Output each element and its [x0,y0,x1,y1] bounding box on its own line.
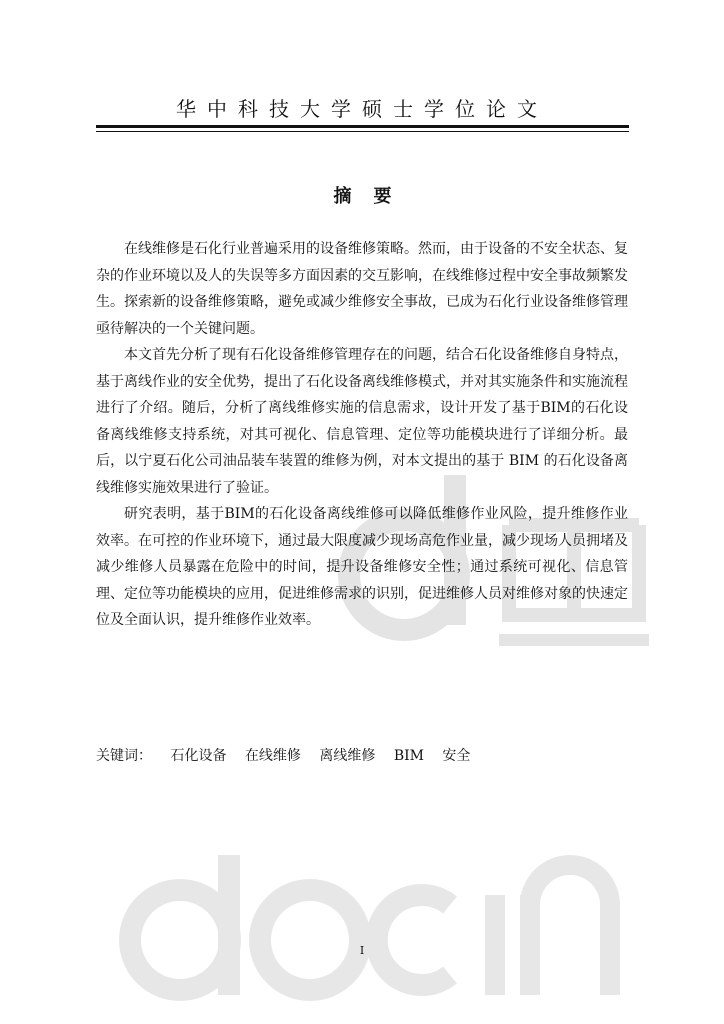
keywords-line [96,746,484,766]
abstract-paragraph: 在线维修是石化行业普遍采用的设备维修策略。然而，由于设备的不安全状态、复杂的作业环境以及人的失误等多方面因素的交互影响，在线维修过程中安全事故频繁发生。探索新的设备维修策略，避免或减少维修安全事故，已成为石化行业设备维修管理亟待解决的一个关键问题。 [96,241,628,337]
page-number: I [359,944,365,957]
header-rule-thick [96,125,629,128]
thesis-header-title: 华中科技大学硕士学位论文 [176,97,548,121]
watermark-logo-bottom [110,845,670,1015]
keyword-item: 安全 [442,748,471,764]
keyword-item: 离线维修 [319,748,376,764]
header-rule-thin [96,131,629,132]
abstract-paragraph: 研究表明，基于BIM的石化设备离线维修可以降低维修作业风险，提升维修作业效率。在可控的作业环境下，通过最大限度减少现场高危作业量，减少现场人员拥堵及减少维修人员暴露在危险中的时间，提升设备维修安全性；通过系统可视化、信息管理、定位等功能模块的应用，促进维修需求的识别，促进维修人员对维修对象的快速定位及全面认识，提升维修作业效率。 [96,506,628,628]
abstract-paragraph: 本文首先分析了现有石化设备维修管理存在的问题，结合石化设备维修自身特点，基于离线作业的安全优势，提出了石化设备离线维修模式，并对其实施条件和实施流程进行了介绍。随后，分析了离线维修实施的信息需求，设计开发了基于BIM的石化设备离线维修支持系统，对其可视化、信息管理、定位等功能模块进行了详细分析。最后，以宁夏石化公司油品装车装置的维修为例，对本文提出的基于 BIM 的石化设备离线维修实施效果进行了验证。 [96,347,628,496]
keywords-label: 关键词： [96,748,152,764]
abstract-body [96,236,628,634]
keyword-item: 在线维修 [244,748,301,764]
abstract-heading: 摘要 [333,186,414,207]
keyword-item: BIM [393,748,424,764]
keyword-item: 石化设备 [170,748,227,764]
